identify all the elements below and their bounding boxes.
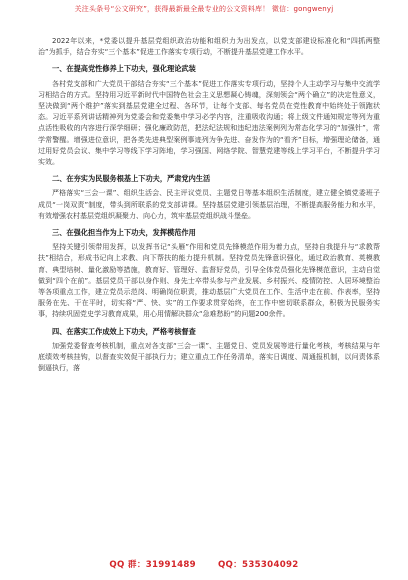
section-3 bbox=[38, 227, 380, 321]
qq-contact-label: QQ：535304092 bbox=[217, 560, 299, 570]
intro-paragraph: 2022年以来，*党委以提升基层党组织政治功能和组织力为出发点，以党支部建设标准化和“四抓两整治”为抓手，结合夯实“三个基本”促进工作落实专项行动，不断提升基层党建工作水平。 bbox=[38, 37, 380, 57]
section-paragraph: 严格落实“三会一课”、组织生活会、民主评议党员、主题党日等基本组织生活制度，建立健全镇党委班子成员“一岗双责”制度，带头到所联系的党支部讲课。坚持基层党建引领基层治理，不断提高服务能力和水平，有效增强农村基层党组织凝聚力、向心力，筑牢基层党组织战斗堡垒。 bbox=[38, 189, 380, 220]
section-heading: 二、在夯实为民服务根基上下功夫，严肃党内生活 bbox=[52, 174, 211, 184]
section-heading: 四、在落实工作成效上下功夫，严格考核督查 bbox=[52, 326, 196, 336]
section-2 bbox=[38, 173, 380, 222]
qq-group-label: QQ 群：31991489 bbox=[109, 560, 196, 570]
section-paragraph: 各村党支部和广大党员干部结合夯实“三个基本”促进工作落实专项行动，坚持个人主动学习与集中交流学习相结合的方式。坚持用习近平新时代中国特色社会主义思想凝心铸魂，深刻领会“两个确立”的决定性意义，坚决做到“两个维护”落实到基层党建全过程、各环节，让每个支部、每名党员在党性教育中始终处于领跑状态。习近平系列讲话精神列为党委会和党委集中学习必学内容，注重吸收沟通；将上级文件通知规定等列为重点活性吸收的内容进行深学细研；强化廉政防范，把法纪法规和违纪违法案例列为常态化学习的“加强针”，常学常警醒。增强进位意识，把各类先进典型案例事迹列为争先进、奋发作为的“看齐”目标，增强理论储备，通过用好党员会议、集中学习等线下学习阵地，学习强国、网络学院、智慧党建等线上学习平台，不断提升学习实效。 bbox=[38, 79, 380, 167]
section-heading: 一、在提高党性修养上下功夫，强化理论武装 bbox=[52, 64, 196, 74]
section-4 bbox=[38, 326, 380, 375]
footer-contact bbox=[0, 558, 408, 570]
section-paragraph: 坚持关键引领带用发挥，以发挥书记“头雁”作用和党员先锋模范作用为着力点，坚持自我提升与“求教帮扶”相结合，形成书记向上求教、向下帮扶的能力提升机制。坚持党员先锋意识强化，通过政治教育、英模教育、典型培树、量化激励等措施，教育好、管理好、监督好党员，引导全体党员强化先锋模范意识，主动自觉做到“四个在前”。基层党员干部以身作则、身先士卒带头参与产业发展、乡村振兴、疫情防控、人居环境整治等各项重点工作，建立党员示范岗、明确岗位职责，推动基层广大党员在工作、生活中走在前、作表率，坚持服务在先、干在平时，切实将“严、快、实”的工作要求贯穿始终，在工作中密切联系群众，积极为民服务实事，持续巩固党史学习教育成果，用心用情解决群众“急难愁盼”的问题200余件。 bbox=[38, 243, 380, 319]
section-heading: 三、在强化担当作为上下功夫，发挥模范作用 bbox=[52, 228, 196, 238]
section-paragraph: 加强党委督查考核机制，重点对各支部“三会一课”、主题党日、党员发展等进行量化考核，考核结果与年底绩效考核挂钩，以督查实效促干部执行力；建立重点工作任务清单，落实日调度、周通报机制，以问责体系倒逼执行，落 bbox=[38, 341, 380, 373]
document-body bbox=[38, 36, 380, 377]
top-banner: 关注头条号“公文研究”，获得最新最全最专业的公文资料库！ 微信：gongwenyj bbox=[74, 5, 334, 13]
section-1 bbox=[38, 63, 380, 168]
